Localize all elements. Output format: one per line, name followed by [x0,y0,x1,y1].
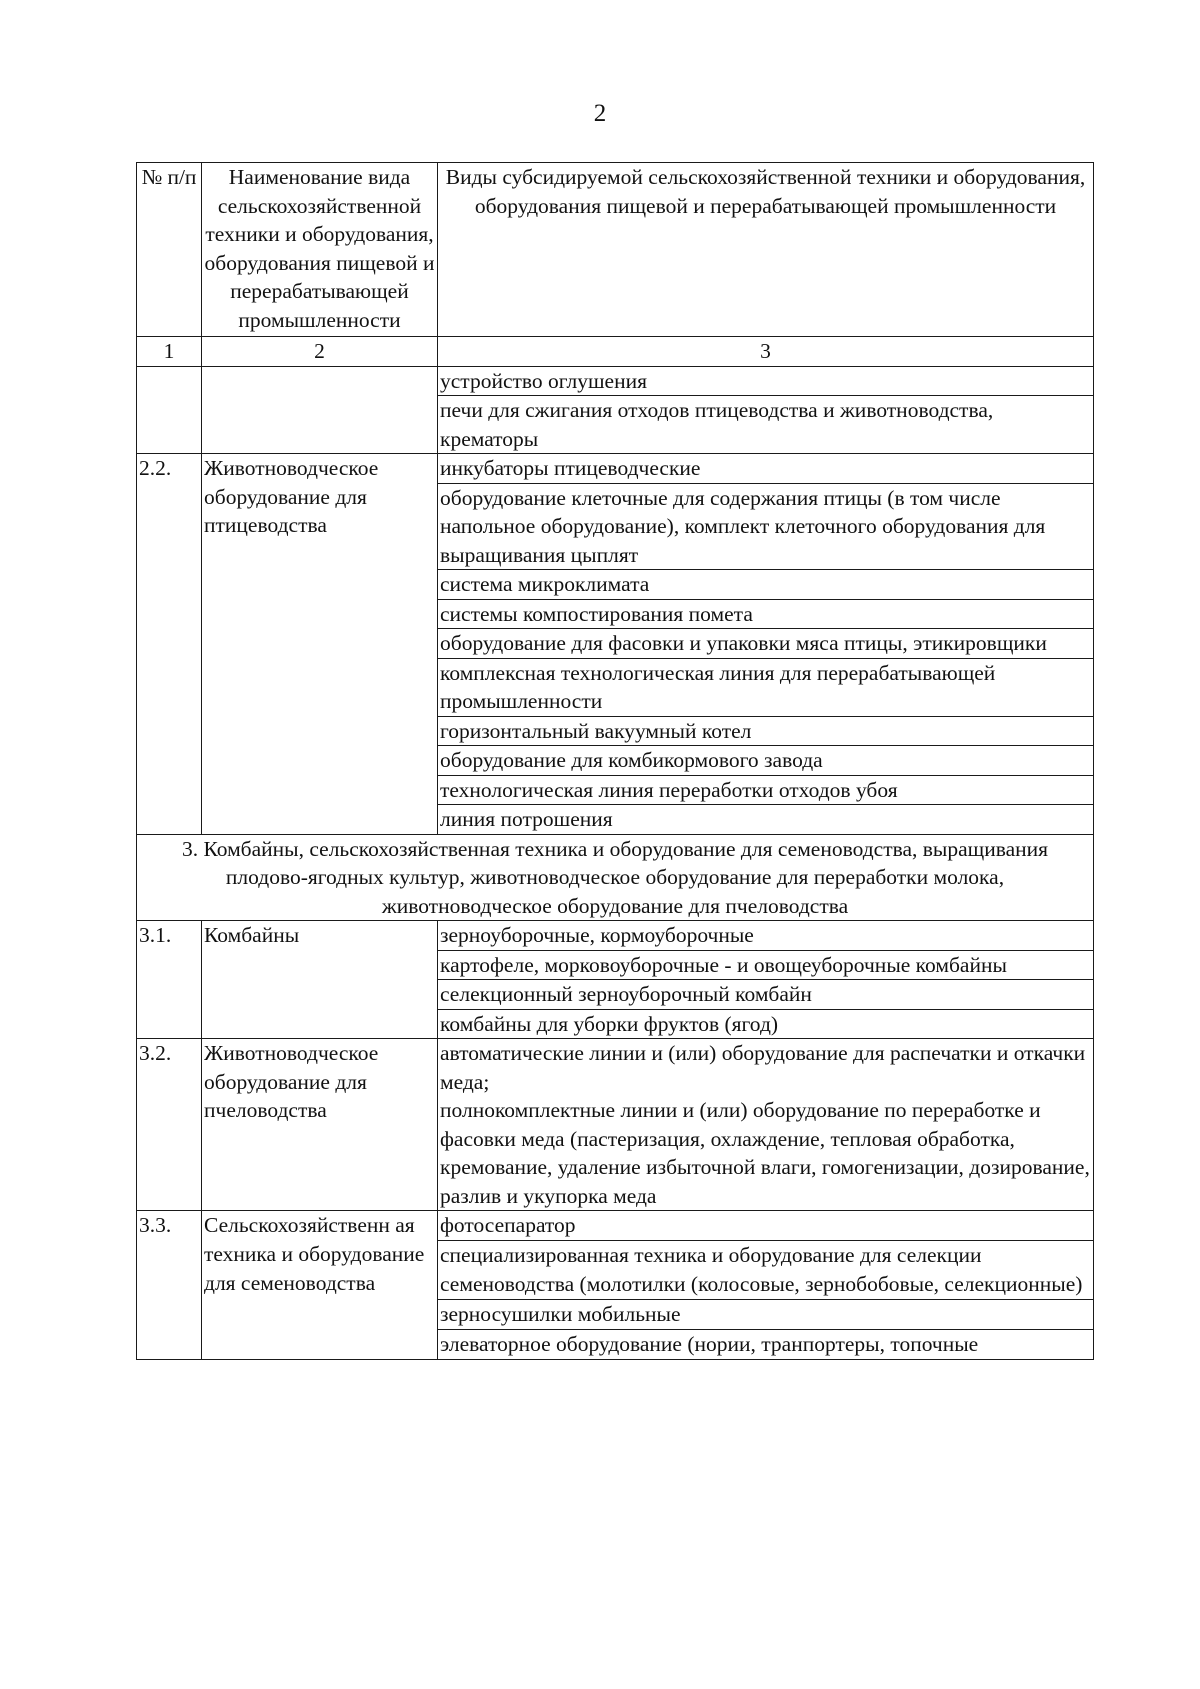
list-item: оборудование клеточные для содержания птицы (в том числе напольное оборудование), комплект клеточного оборудования для выращивания цыплят [438,483,1094,570]
column-number-1: 1 [137,337,202,367]
table-header-row [137,163,1094,337]
cell-number-empty [137,366,202,454]
list-item: горизонтальный вакуумный котел [438,716,1094,746]
column-number-3: 3 [438,337,1094,367]
group-name: Животноводческое оборудование для пчеловодства [202,1039,438,1211]
list-item: зерноуборочные, кормоуборочные [438,921,1094,951]
table-row [137,1039,1094,1211]
list-item [438,1039,1094,1211]
page-number: 2 [593,100,607,127]
group-number: 3.3. [137,1211,202,1360]
list-item: специализированная техника и оборудование для селекции семеноводства (молотилки (колосовые, зернобобовые, селекционные) [438,1241,1094,1300]
list-item: оборудование для комбикормового завода [438,746,1094,776]
list-item: селекционный зерноуборочный комбайн [438,980,1094,1010]
column-numbers-row [137,337,1094,367]
list-item: комбайны для уборки фруктов (ягод) [438,1009,1094,1039]
group-number: 3.1. [137,921,202,1039]
list-item: печи для сжигания отходов птицеводства и животноводства, крематоры [438,396,1094,454]
group-number: 3.2. [137,1039,202,1211]
header-number: № п/п [137,163,202,337]
section-title: 3. Комбайны, сельскохозяйственная техника и оборудование для семеноводства, выращивания плодово-ягодных культур, животноводческое оборудование для переработки молока, животноводческое оборудование для пчеловодства [137,834,1094,921]
group-name: Сельскохозяйственн ая техника и оборудование для семеноводства [202,1211,438,1360]
table-row [137,1211,1094,1241]
table-row [137,921,1094,951]
list-item: оборудование для фасовки и упаковки мяса птицы, этикировщики [438,629,1094,659]
list-item: технологическая линия переработки отходов убоя [438,775,1094,805]
list-item: системы компостирования помета [438,599,1094,629]
list-item: зерносушилки мобильные [438,1300,1094,1330]
section-row [137,834,1094,921]
group-number: 2.2. [137,454,202,835]
table-row [137,454,1094,484]
list-item: картофеле, морковоуборочные - и овощеуборочные комбайны [438,950,1094,980]
subsidy-equipment-table [136,162,1094,1360]
list-item: устройство оглушения [438,366,1094,396]
cell-name-empty [202,366,438,454]
list-item: система микроклимата [438,570,1094,600]
column-number-2: 2 [202,337,438,367]
header-equipment-type: Наименование вида сельскохозяйственной техники и оборудования, оборудования пищевой и перерабатывающей промышленности [202,163,438,337]
list-item: линия потрошения [438,805,1094,835]
group-name: Животноводческое оборудование для птицеводства [202,454,438,835]
group-name: Комбайны [202,921,438,1039]
list-item-line: автоматические линии и (или) оборудование для распечатки и откачки меда; [440,1041,1086,1094]
table-row [137,366,1094,396]
list-item: комплексная технологическая линия для перерабатывающей промышленности [438,658,1094,716]
list-item: инкубаторы птицеводческие [438,454,1094,484]
list-item: фотосепаратор [438,1211,1094,1241]
list-item-line: полнокомплектные линии и (или) оборудование по переработке и фасовки меда (пастеризация, охлаждение, тепловая обработка, кремование, удаление избыточной влаги, гомогенизации, дозирование, разлив и укупорка меда [440,1098,1090,1208]
header-subsidized-kinds: Виды субсидируемой сельскохозяйственной техники и оборудования, оборудования пищевой и перерабатывающей промышленности [438,163,1094,337]
list-item: элеваторное оборудование (нории, транпортеры, топочные [438,1330,1094,1360]
